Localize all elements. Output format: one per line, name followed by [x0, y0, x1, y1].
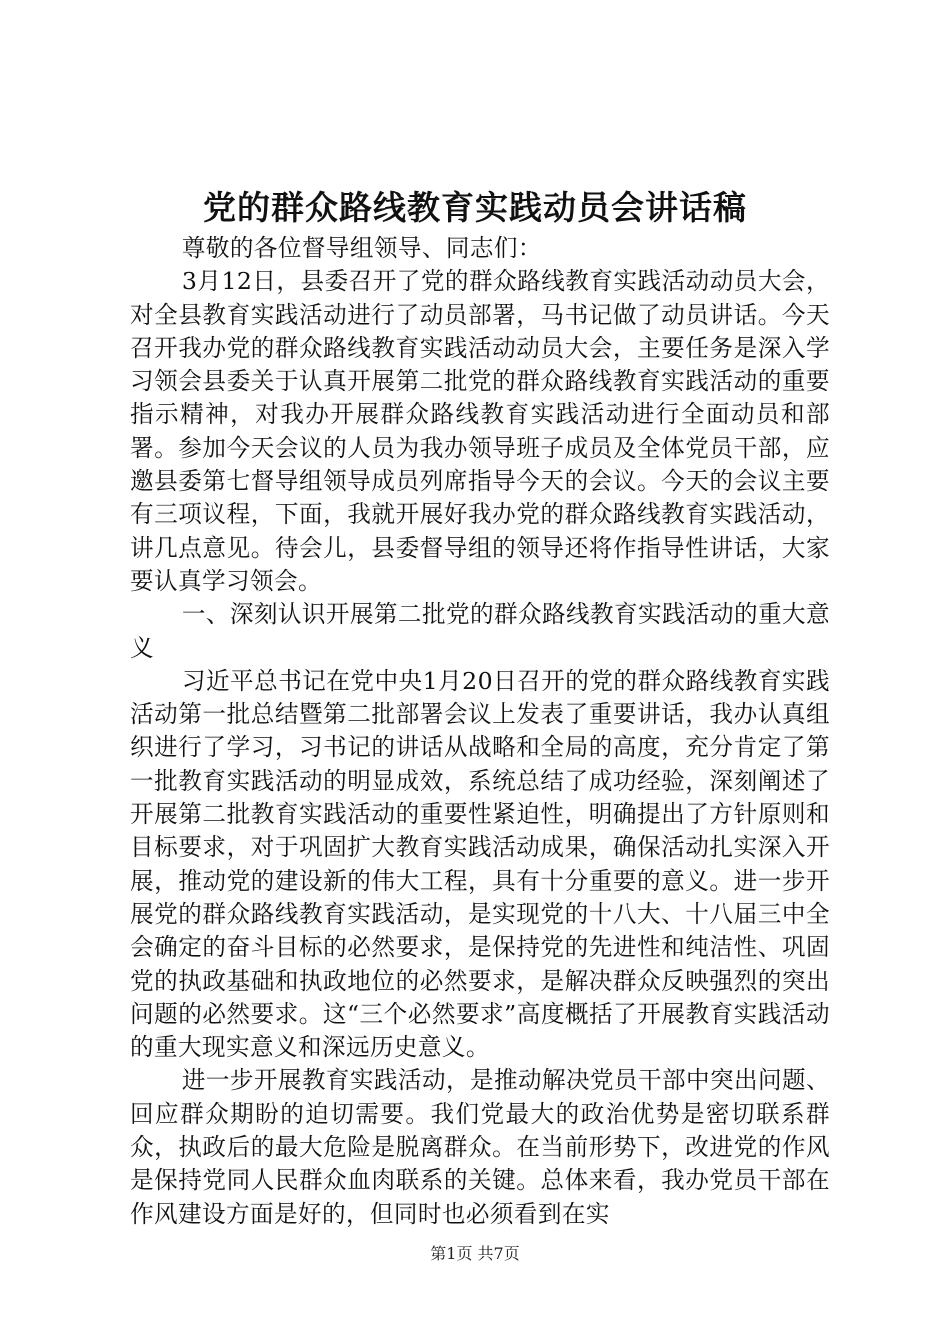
body-paragraph: 进一步开展教育实践活动，是推动解决党员干部中突出问题、回应群众期盼的迫切需要。我们党最大的政治优势是密切联系群众，执政后的最大危险是脱离群众。在当前形势下，改进党的作风是保持党同人民群众血肉联系的关键。总体来看，我办党员干部在作风建设方面是好的，但同时也必须看到在实: [130, 1066, 830, 1228]
salutation-paragraph: 尊敬的各位督导组领导、同志们：: [181, 234, 542, 262]
document-title: 党的群众路线教育实践动员会讲话稿: [203, 188, 747, 227]
page-number-footer: 第1页 共7页: [430, 1244, 520, 1263]
section-heading-1: 一、深刻认识开展第二批党的群众路线教育实践活动的重大意义: [130, 600, 830, 662]
intro-paragraph: 3月12日，县委召开了党的群众路线教育实践活动动员大会，对全县教育实践活动进行了动员部署，马书记做了动员讲话。今天召开我办党的群众路线教育实践活动动员大会，主要任务是深入学习领会县委关于认真开展第二批党的群众路线教育实践活动的重要指示精神，对我办开展群众路线教育实践活动进行全面动员和部署。参加今天会议的人员为我办领导班子成员及全体党员干部，应邀县委第七督导组领导成员列席指导今天的会议。今天的会议主要有三项议程，下面，我就开展好我办党的群众路线教育实践活动，讲几点意见。待会儿，县委督导组的领导还将作指导性讲话，大家要认真学习领会。: [130, 267, 830, 595]
document-body: [130, 232, 830, 1231]
body-paragraph: 习近平总书记在党中央1月20日召开的党的群众路线教育实践活动第一批总结暨第二批部署会议上发表了重要讲话，我办认真组织进行了学习，习书记的讲话从战略和全局的高度，充分肯定了第一批教育实践活动的明显成效，系统总结了成功经验，深刻阐述了开展第二批教育实践活动的重要性紧迫性，明确提出了方针原则和目标要求，对于巩固扩大教育实践活动成果，确保活动扎实深入开展，推动党的建设新的伟大工程，具有十分重要的意义。进一步开展党的群众路线教育实践活动，是实现党的十八大、十八届三中全会确定的奋斗目标的必然要求，是保持党的先进性和纯洁性、巩固党的执政基础和执政地位的必然要求，是解决群众反映强烈的突出问题的必然要求。这“三个必然要求”高度概括了开展教育实践活动的重大现实意义和深远历史意义。: [130, 666, 830, 1062]
